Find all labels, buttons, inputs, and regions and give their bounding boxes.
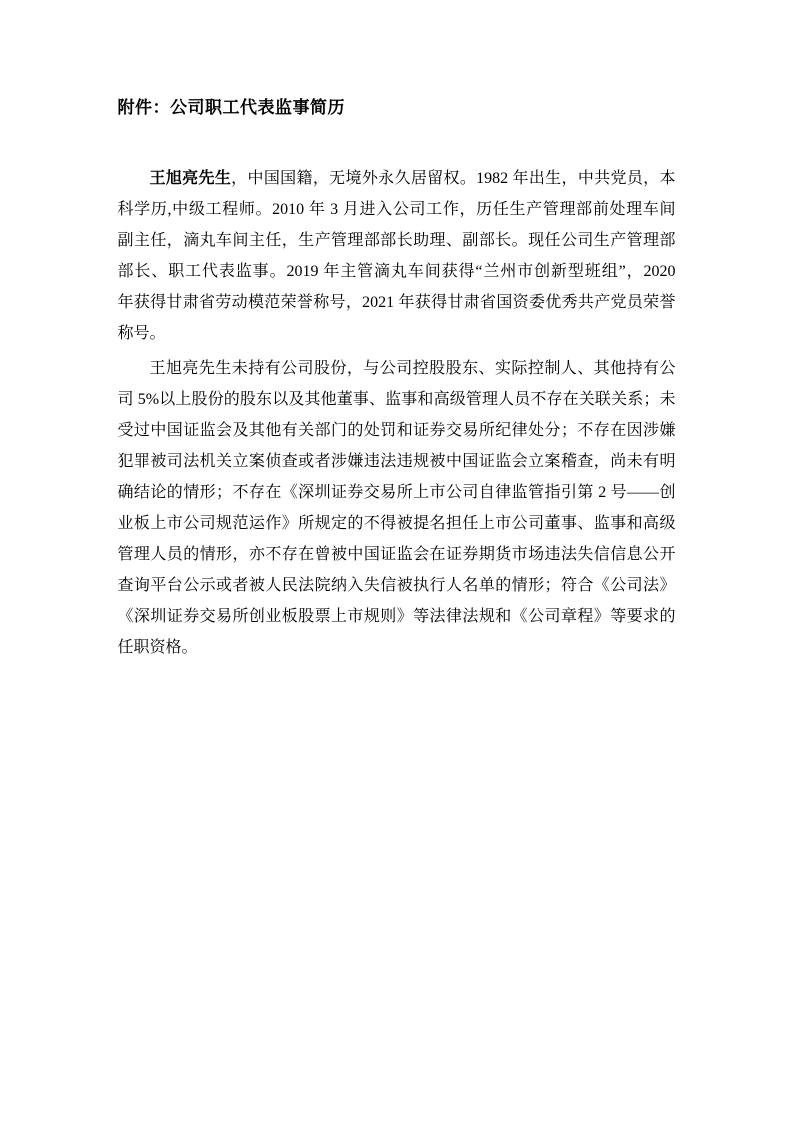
text-line: 管理人员的情形，亦不存在曾被中国证监会在证券期货市场违法失信信息公开 — [117, 546, 676, 563]
text-line: 受过中国证监会及其他有关部门的处罚和证券交易所纪律处分；不存在因涉嫌 — [117, 422, 676, 439]
text-line: 王旭亮先生未持有公司股份，与公司控股股东、实际控制人、其他持有公 — [149, 360, 676, 377]
text-line: 业板上市公司规范运作》所规定的不得被提名担任上市公司董事、监事和高级 — [117, 515, 676, 532]
text-line — [118, 163, 676, 194]
paragraph-bio — [118, 163, 676, 349]
document-content — [118, 0, 676, 663]
page-title: 附件：公司职工代表监事简历 — [117, 98, 345, 117]
person-name: 王旭亮先生 — [149, 170, 232, 187]
text-line: 科学历,中级工程师。2010 年 3 月进入公司工作，历任生产管理部前处理车间 — [117, 201, 676, 218]
text-line: 查询平台公示或者被人民法院纳入失信被执行人名单的情形；符合《公司法》 — [117, 577, 676, 594]
text-line: 称号。 — [117, 325, 166, 342]
text-line: 副主任，滴丸车间主任，生产管理部部长助理、副部长。现任公司生产管理部 — [117, 232, 676, 249]
text-line: 《深圳证券交易所创业板股票上市规则》等法律法规和《公司章程》等要求的 — [117, 608, 676, 625]
text-line: 部长、职工代表监事。2019 年主管滴丸车间获得“兰州市创新型班组”，2020 — [117, 263, 676, 280]
paragraph-qualification — [118, 353, 676, 663]
text-line: 任职资格。 — [117, 639, 198, 656]
text-line: 年获得甘肃省劳动模范荣誉称号，2021 年获得甘肃省国资委优秀共产党员荣誉 — [117, 294, 676, 311]
text-line: 确结论的情形；不存在《深圳证券交易所上市公司自律监管指引第 2 号——创 — [117, 484, 676, 501]
text-line-rest: ，中国国籍，无境外永久居留权。1982 年出生，中共党员，本 — [231, 170, 676, 187]
text-line: 犯罪被司法机关立案侦查或者涉嫌违法违规被中国证监会立案稽查，尚未有明 — [117, 453, 676, 470]
document-body — [118, 163, 676, 663]
text-line: 司 5%以上股份的股东以及其他董事、监事和高级管理人员不存在关联关系；未 — [117, 391, 676, 408]
